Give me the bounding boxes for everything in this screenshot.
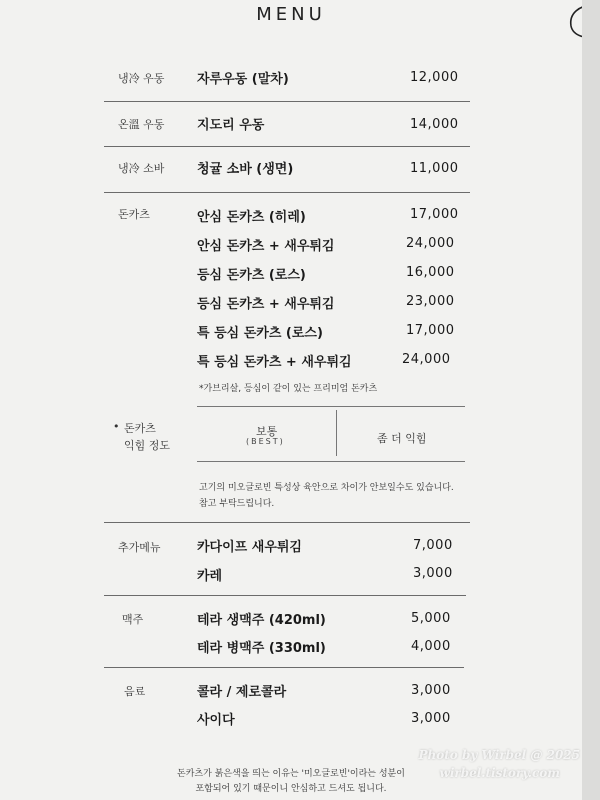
item-extra: 카다이프 새우튀김 — [197, 540, 302, 555]
divider — [104, 146, 470, 147]
item-tonkatsu: 특 등심 돈카츠 + 새우튀김 — [197, 355, 352, 370]
doneness-option-best: (BEST) — [246, 437, 285, 446]
doneness-bullet: • — [113, 420, 120, 433]
doneness-option-more: 좀 더 익힘 — [377, 432, 427, 445]
category-extras: 추가메뉴 — [118, 541, 161, 554]
doneness-note-line2: 참고 부탁드립니다. — [199, 499, 275, 509]
footer-line2: 포함되어 있기 때문이니 안심하고 드셔도 됩니다. — [195, 784, 387, 794]
price-beer: 4,000 — [411, 639, 451, 654]
price-extra: 3,000 — [413, 566, 453, 581]
watermark-line1: Photo by Wirbel @ 2025 — [418, 748, 580, 762]
divider — [104, 667, 464, 668]
price-tonkatsu: 23,000 — [406, 294, 455, 309]
divider — [104, 522, 470, 523]
category-hot-udon: 온溫 우동 — [118, 118, 165, 131]
item-extra: 카레 — [197, 569, 223, 584]
category-beer: 맥주 — [122, 613, 144, 626]
doneness-label-line2: 익힘 정도 — [124, 439, 171, 452]
price-tonkatsu: 16,000 — [406, 265, 455, 280]
price-extra: 7,000 — [413, 538, 453, 553]
divider — [197, 461, 465, 462]
price-drink: 3,000 — [411, 683, 451, 698]
price-jidori-udon: 14,000 — [410, 117, 459, 132]
item-tonkatsu: 등심 돈카츠 + 새우튀김 — [197, 297, 335, 312]
item-beer: 테라 생맥주 (420ml) — [197, 613, 326, 628]
doneness-label-line1: 돈카츠 — [124, 422, 156, 435]
item-jidori-udon: 지도리 우동 — [197, 118, 265, 133]
doneness-divider — [336, 410, 337, 456]
doneness-note-line1: 고기의 미오글로빈 특성상 육안으로 차이가 안보일수도 있습니다. — [199, 483, 454, 493]
price-cheonggyul-soba: 11,000 — [410, 161, 459, 176]
price-tonkatsu: 17,000 — [410, 207, 459, 222]
item-tonkatsu: 등심 돈카츠 (로스) — [197, 268, 306, 283]
price-tonkatsu: 24,000 — [406, 236, 455, 251]
price-tonkatsu: 17,000 — [406, 323, 455, 338]
item-tonkatsu: 안심 돈카츠 (히레) — [197, 210, 306, 225]
item-drink: 콜라 / 제로콜라 — [197, 685, 287, 700]
divider — [104, 192, 470, 193]
item-zaru-udon: 자루우동 (말차) — [197, 72, 289, 87]
doneness-option-normal: 보통 — [256, 425, 278, 438]
item-tonkatsu: 특 등심 돈카츠 (로스) — [197, 326, 323, 341]
divider — [104, 101, 470, 102]
price-tonkatsu: 24,000 — [402, 352, 451, 367]
item-cheonggyul-soba: 청귤 소바 (생면) — [197, 162, 294, 177]
item-drink: 사이다 — [197, 713, 235, 728]
price-drink: 3,000 — [411, 711, 451, 726]
background-edge — [582, 0, 600, 800]
category-tonkatsu: 돈카츠 — [118, 208, 150, 221]
item-tonkatsu: 안심 돈카츠 + 새우튀김 — [197, 239, 335, 254]
category-cold-soba: 냉冷 소바 — [118, 162, 165, 175]
watermark-line2: wirbel.tistory.com — [439, 766, 560, 780]
price-zaru-udon: 12,000 — [410, 70, 459, 85]
price-beer: 5,000 — [411, 611, 451, 626]
divider — [104, 595, 466, 596]
divider — [197, 406, 465, 407]
item-beer: 테라 병맥주 (330ml) — [197, 641, 326, 656]
footer-line1: 돈카츠가 붉은색을 띄는 이유는 '미오글로빈'이라는 성분이 — [177, 769, 405, 779]
category-cold-udon: 냉冷 우동 — [118, 72, 165, 85]
tonkatsu-note: *가브리살, 등심이 같이 있는 프리미엄 돈카츠 — [199, 384, 378, 394]
menu-title: MENU — [256, 4, 326, 25]
category-drinks: 음료 — [124, 685, 146, 698]
